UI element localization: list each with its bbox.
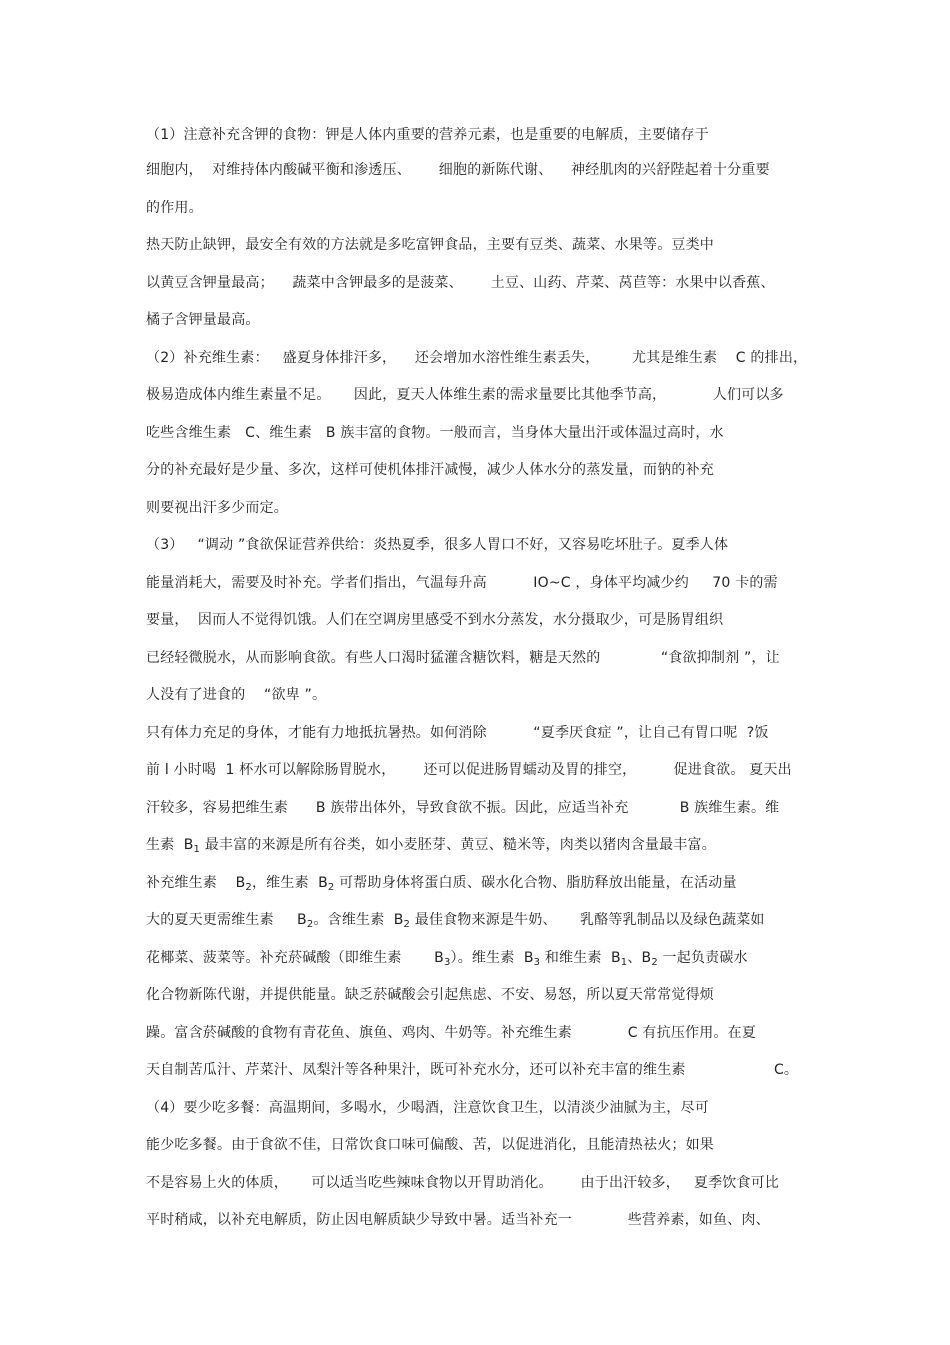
text-line <box>146 311 260 329</box>
text-line <box>146 874 737 892</box>
text-segment: 人没有了进食的 “欲卑 ”。 <box>146 687 327 703</box>
text-segment: （3） “调动 ”食欲保证营养供给：炎热夏季，很多人胃口不好，又容易吃坏肚子。夏季人体 <box>146 537 729 553</box>
text-line <box>146 761 792 779</box>
text-line <box>146 1211 770 1229</box>
text-segment: （1）注意补充含钾的食物：钾是人体内重要的营养元素，也是重要的电解质，主要储存于 <box>146 127 709 143</box>
subscript: 2 <box>306 919 314 930</box>
text-segment: 最丰富的来源是所有谷类，如小麦胚芽、黄豆、糙米等，肉类以猪肉含量最丰富。 <box>200 837 716 853</box>
text-segment: 吃些含维生素 C、维生素 B 族丰富的食物。一般而言，当身体大量出汗或体温过高时，水 <box>146 425 724 441</box>
text-segment: 躁。富含菸碱酸的食物有青花鱼、旗鱼、鸡肉、牛奶等。补充维生素 C 有抗压作用。在夏 <box>146 1025 757 1041</box>
text-segment: （2）补充维生素： 盛夏身体排汗多， 还会增加水溶性维生素丢失， 尤其是维生素 C 的排出， <box>146 350 808 366</box>
text-line <box>146 126 709 144</box>
text-line <box>146 199 203 217</box>
subscript: 3 <box>533 957 541 968</box>
text-segment: 平时稍咸，以补充电解质，防止因电解质缺少导致中暑。适当补充一 些营养素，如鱼、肉、 <box>146 1212 770 1228</box>
text-line <box>146 986 714 1004</box>
text-segment: ，维生素 B <box>251 875 328 891</box>
subscript: 3 <box>443 957 451 968</box>
subscript: 2 <box>245 882 252 893</box>
subscript: 2 <box>327 882 335 893</box>
text-line <box>146 274 775 292</box>
text-line <box>146 1061 798 1079</box>
text-segment: 极易造成体内维生素量不足。 因此，夏天人体维生素的需求量要比其他季节高， 人们可以多 <box>146 387 784 403</box>
text-segment: （4）要少吃多餐：高温期间，多喝水，少喝酒，注意饮食卫生，以清淡少油腻为主，尽可 <box>146 1100 709 1116</box>
text-line <box>146 499 288 517</box>
text-line <box>146 686 326 704</box>
text-segment: 能少吃多餐。由于食欲不佳，日常饮食口味可偏酸、苦，以促进消化，且能清热祛火；如果 <box>146 1137 714 1153</box>
text-segment: 的作用。 <box>146 200 203 216</box>
text-segment: 。含维生素 B <box>313 912 404 928</box>
text-segment: 一起负责碳水 <box>657 950 748 966</box>
text-line <box>146 1024 756 1042</box>
text-line <box>146 1174 779 1192</box>
text-segment: 则要视出汗多少而定。 <box>146 500 288 516</box>
text-segment: 补充维生素 B <box>146 875 246 891</box>
text-line <box>146 836 716 854</box>
text-line <box>146 799 779 817</box>
text-segment: 热天防止缺钾，最安全有效的方法就是多吃富钾食品，主要有豆类、蔬菜、水果等。豆类中 <box>146 237 714 253</box>
text-segment: 和维生素 B <box>540 950 621 966</box>
text-segment: 化合物新陈代谢，并提供能量。缺乏菸碱酸会引起焦虑、不安、易怒，所以夏天常常觉得烦 <box>146 987 714 1003</box>
text-segment: 已经轻微脱水，从而影响食欲。有些人口渴时猛灌含糖饮料，糖是天然的 “食欲抑制剂 ”，让 <box>146 650 780 666</box>
subscript: 1 <box>620 957 628 968</box>
text-segment: 花椰菜、菠菜等。补充菸碱酸（即维生素 B <box>146 950 444 966</box>
text-segment: 橘子含钾量最高。 <box>146 312 260 328</box>
text-segment: 汗较多，容易把维生素 B 族带出体外，导致食欲不振。因此，应适当补充 B 族维生素。维 <box>146 800 780 816</box>
subscript: 1 <box>193 844 201 855</box>
text-segment: 生素 B <box>146 837 194 853</box>
text-segment: 分的补充最好是少量、多次，这样可使机体排汗减慢，减少人体水分的蒸发量，而钠的补充 <box>146 462 714 478</box>
text-line <box>146 236 714 254</box>
text-line <box>146 724 769 742</box>
text-segment: ）。维生素 B <box>450 950 534 966</box>
text-line <box>146 949 748 967</box>
text-line <box>146 574 778 592</box>
text-line <box>146 161 770 179</box>
text-line <box>146 424 724 442</box>
text-line <box>146 536 728 554</box>
text-segment: 细胞内， 对维持体内酸碱平衡和渗透压、 细胞的新陈代谢、 神经肌肉的兴舒陛起着十分重要 <box>146 162 770 178</box>
text-segment: 前 l 小时喝 1 杯水可以解除肠胃脱水， 还可以促进肠胃蠕动及胃的排空， 促进食欲。 夏天出 <box>146 762 792 778</box>
text-segment: 要量， 因而人不觉得饥饿。人们在空调房里感受不到水分蒸发，水分摄取少，可是肠胃组织 <box>146 612 724 628</box>
text-segment: 、B <box>627 950 652 966</box>
text-segment: 只有体力充足的身体，才能有力地抵抗暑热。如何消除 “夏季厌食症 ”，让自己有胃口呢 ?饭 <box>146 725 769 741</box>
text-segment: 能量消耗大，需要及时补充。学者们指出，气温每升高 IO~C ，身体平均减少约 70 卡的需 <box>146 575 778 591</box>
text-segment: 以黄豆含钾量最高； 蔬菜中含钾最多的是菠菜、 土豆、山药、芹菜、莴苣等：水果中以香蕉、 <box>146 275 775 291</box>
text-line <box>146 461 714 479</box>
text-line <box>146 1136 714 1154</box>
text-segment: 可帮助身体将蛋白质、碳水化合物、脂肪释放出能量，在活动量 <box>334 875 737 891</box>
text-segment: 大的夏天更需维生素 B <box>146 912 307 928</box>
text-line <box>146 649 780 667</box>
subscript: 2 <box>403 919 411 930</box>
text-segment: 最佳食物来源是牛奶、 乳酪等乳制品以及绿色蔬菜如 <box>410 912 765 928</box>
text-line <box>146 386 784 404</box>
text-line <box>146 911 765 929</box>
text-segment: 不是容易上火的体质， 可以适当吃些辣味食物以开胃助消化。 由于出汗较多， 夏季饮食可比 <box>146 1175 780 1191</box>
text-line <box>146 1099 709 1117</box>
subscript: 2 <box>651 957 658 968</box>
text-segment: 天自制苦瓜汁、芹菜汁、凤梨汁等各种果汁，既可补充水分，还可以补充丰富的维生素 C。 <box>146 1062 799 1078</box>
text-line <box>146 349 807 367</box>
text-line <box>146 611 723 629</box>
